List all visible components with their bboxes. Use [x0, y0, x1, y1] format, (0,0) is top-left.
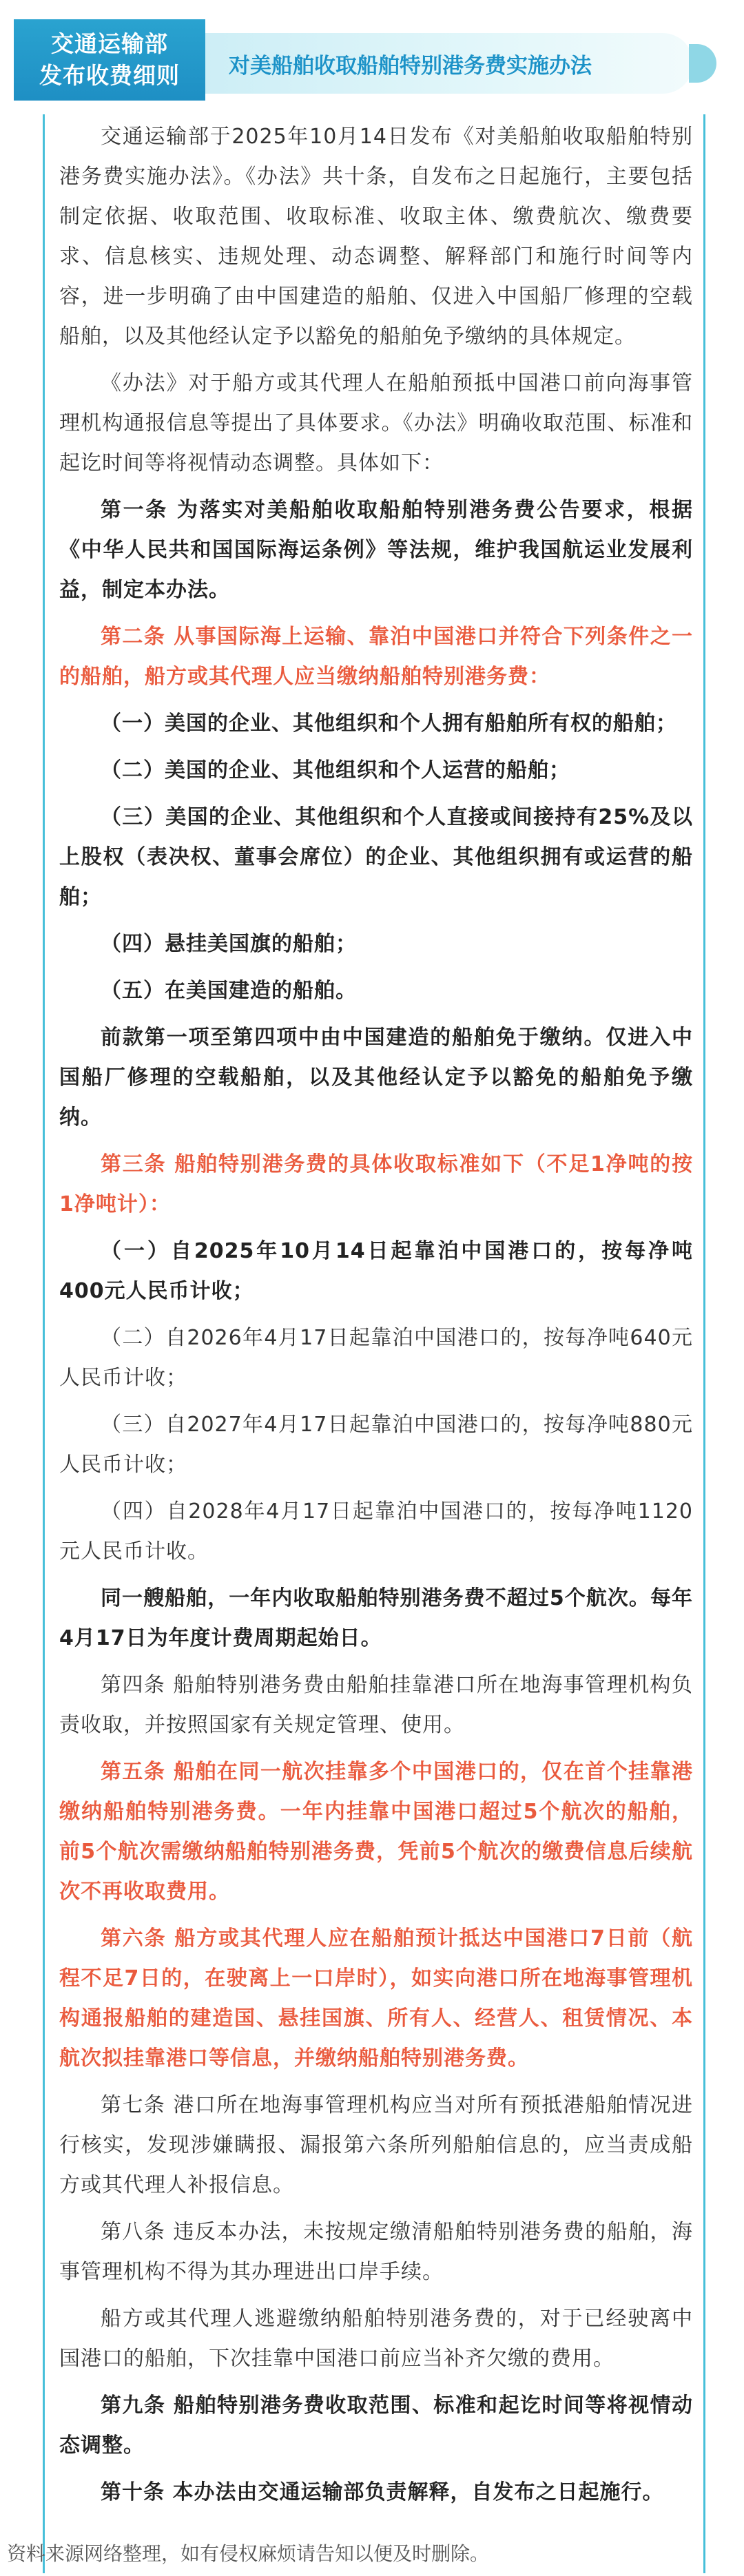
header	[0, 0, 744, 110]
article-paragraph: 交通运输部于2025年10月14日发布《对美船舶收取船舶特别港务费实施办法》。《办法》共十条，自发布之日起施行，主要包括制定依据、收取范围、收取标准、收取主体、缴费航次、缴费要求、信息核实、违规处理、动态调整、解释部门和施行时间等内容，进一步明确了由中国建造的船舶、仅进入中国船厂修理的空载船舶，以及其他经认定予以豁免的船舶免予缴纳的具体规定。	[59, 125, 693, 349]
article-paragraph: 第五条 船舶在同一航次挂靠多个中国港口的，仅在首个挂靠港缴纳船舶特别港务费。一年内挂靠中国港口超过5个航次的船舶，前5个航次需缴纳船舶特别港务费，凭前5个航次的缴费信息后续航次不再收取费用。	[59, 1760, 693, 1904]
category-badge	[14, 19, 205, 101]
article-paragraph: （三）美国的企业、其他组织和个人直接或间接持有25%及以上股权（表决权、董事会席位）的企业、其他组织拥有或运营的船舶；	[59, 805, 693, 909]
article-paragraph: 第六条 船方或其代理人应在船舶预计抵达中国港口7日前（航程不足7日的，在驶离上一口岸时），如实向港口所在地海事管理机构通报船舶的建造国、悬挂国旗、所有人、经营人、租赁情况、本航次拟挂靠港口等信息，并缴纳船舶特别港务费。	[59, 1926, 693, 2070]
article-body	[59, 117, 693, 2520]
article-paragraph: 同一艘船舶，一年内收取船舶特别港务费不超过5个航次。每年4月17日为年度计费周期起始日。	[59, 1586, 693, 1650]
article-paragraph: 第八条 违反本办法，未按规定缴清船舶特别港务费的船舶，海事管理机构不得为其办理进出口岸手续。	[59, 2220, 693, 2284]
article-paragraph: 第一条 为落实对美船舶收取船舶特别港务费公告要求，根据《中华人民共和国国际海运条例》等法规，维护我国航运业发展利益，制定本办法。	[59, 498, 693, 602]
article-paragraph: 第十条 本办法由交通运输部负责解释，自发布之日起施行。	[101, 2480, 664, 2504]
badge-line-2: 发布收费细则	[39, 62, 180, 89]
article-paragraph: 《办法》对于船方或其代理人在船舶预抵中国港口前向海事管理机构通报信息等提出了具体要求。《办法》明确收取范围、标准和起讫时间等将视情动态调整。具体如下：	[59, 371, 693, 475]
article-paragraph: （四）自2028年4月17日起靠泊中国港口的，按每净吨1120元人民币计收。	[59, 1499, 693, 1564]
article-paragraph: 第七条 港口所在地海事管理机构应当对所有预抵港船舶情况进行核实，发现涉嫌瞒报、漏报第六条所列船舶信息的，应当责成船方或其代理人补报信息。	[59, 2093, 693, 2197]
article-paragraph: （一）自2025年10月14日起靠泊中国港口的，按每净吨400元人民币计收；	[59, 1239, 693, 1303]
article-paragraph: （二）美国的企业、其他组织和个人运营的船舶；	[101, 758, 570, 782]
article-paragraph: （五）在美国建造的船舶。	[101, 979, 357, 1003]
article-paragraph: 第二条 从事国际海上运输、靠泊中国港口并符合下列条件之一的船舶，船方或其代理人应当缴纳船舶特别港务费：	[59, 625, 693, 689]
article-paragraph: （四）悬挂美国旗的船舶；	[101, 932, 357, 956]
badge-line-1: 交通运输部	[51, 30, 168, 57]
article-paragraph: （一）美国的企业、其他组织和个人拥有船舶所有权的船舶；	[101, 711, 677, 736]
article-paragraph: （二）自2026年4月17日起靠泊中国港口的，按每净吨640元人民币计收；	[59, 1326, 693, 1390]
article-paragraph: 第三条 船舶特别港务费的具体收取标准如下（不足1净吨的按1净吨计）：	[59, 1152, 693, 1216]
source-note: 资料来源网络整理，如有侵权麻烦请告知以便及时删除。	[7, 2542, 490, 2565]
article-paragraph: 第九条 船舶特别港务费收取范围、标准和起讫时间等将视情动态调整。	[59, 2393, 693, 2458]
article-paragraph: （三）自2027年4月17日起靠泊中国港口的，按每净吨880元人民币计收；	[59, 1413, 693, 1477]
page-title: 对美船舶收取船舶特别港务费实施办法	[229, 53, 592, 79]
article-paragraph: 第四条 船舶特别港务费由船舶挂靠港口所在地海事管理机构负责收取，并按照国家有关规定管理、使用。	[59, 1673, 693, 1737]
title-bar-cap	[689, 44, 716, 83]
title-bar	[205, 33, 693, 94]
article-paragraph: 前款第一项至第四项中由中国建造的船舶免于缴纳。仅进入中国船厂修理的空载船舶，以及其他经认定予以豁免的船舶免予缴纳。	[59, 1026, 693, 1130]
article-paragraph: 船方或其代理人逃避缴纳船舶特别港务费的，对于已经驶离中国港口的船舶，下次挂靠中国港口前应当补齐欠缴的费用。	[59, 2307, 693, 2371]
